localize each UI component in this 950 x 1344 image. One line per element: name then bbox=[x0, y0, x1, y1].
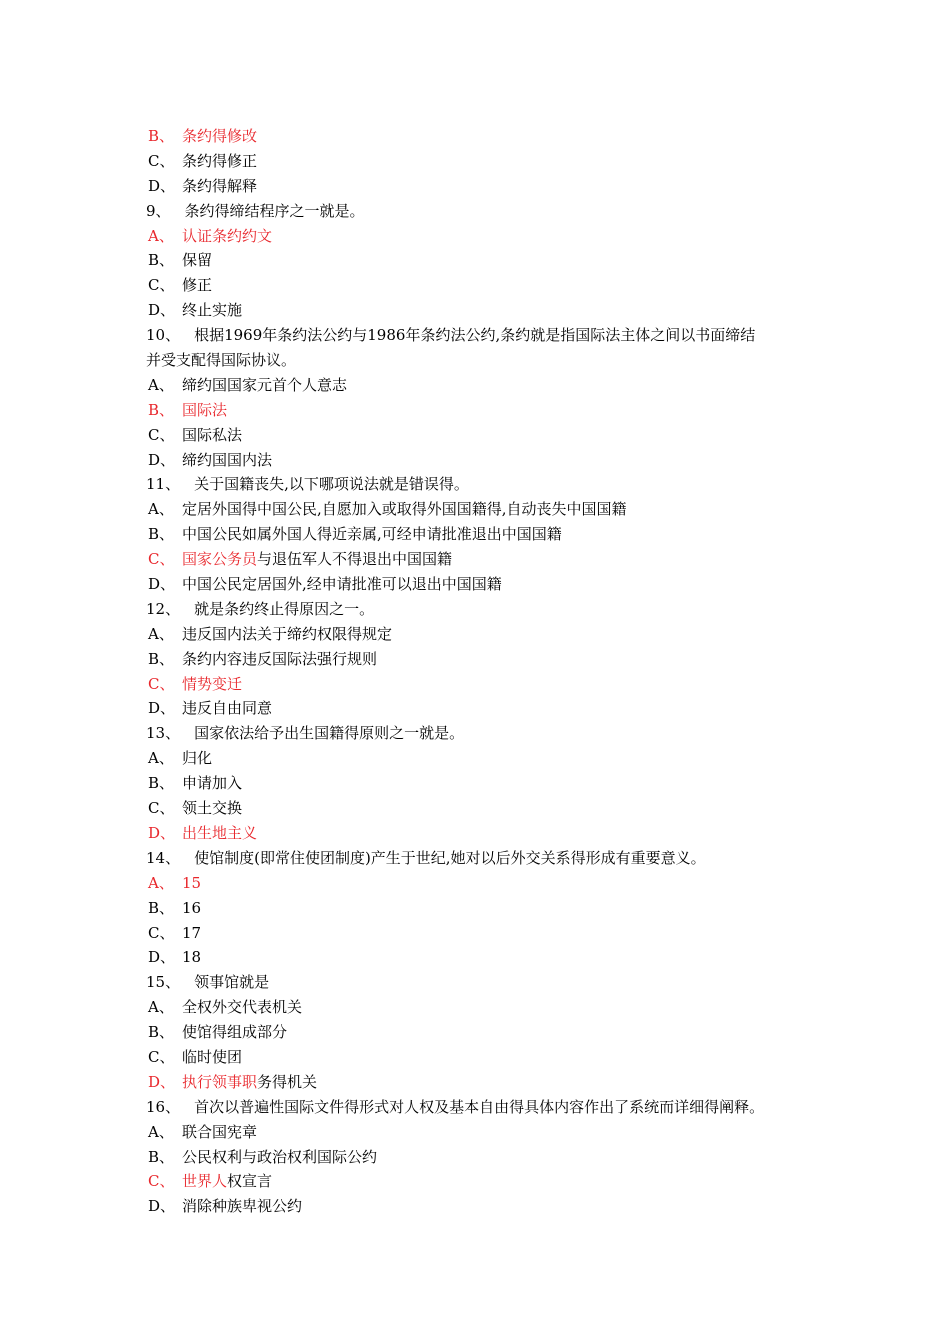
option-letter: D、 bbox=[148, 1197, 176, 1216]
option-text: 与退伍军人不得退出中国国籍 bbox=[257, 550, 453, 569]
answer-option bbox=[146, 448, 826, 473]
question-stem bbox=[146, 472, 826, 497]
answer-option bbox=[146, 373, 826, 398]
question-stem bbox=[146, 323, 826, 348]
question-text: 条约得缔结程序之一就是。 bbox=[184, 201, 365, 220]
answer-option bbox=[146, 1169, 826, 1194]
question-number: 9、 bbox=[146, 201, 171, 220]
option-letter: B、 bbox=[148, 898, 175, 917]
answer-option bbox=[146, 821, 826, 846]
correct-answer-text: 国际法 bbox=[182, 400, 228, 419]
option-text: 归化 bbox=[182, 749, 213, 768]
correct-answer-text: 15 bbox=[182, 873, 202, 892]
option-text: 16 bbox=[182, 898, 202, 917]
correct-answer-text: 国家公务员 bbox=[182, 550, 258, 569]
option-letter: B、 bbox=[148, 1023, 175, 1042]
option-letter: B、 bbox=[148, 127, 175, 145]
answer-option bbox=[146, 696, 826, 721]
question-stem bbox=[146, 597, 826, 622]
option-text: 权宣言 bbox=[227, 1172, 273, 1191]
option-letter: D、 bbox=[148, 575, 176, 594]
option-letter: D、 bbox=[148, 176, 176, 195]
question-stem bbox=[146, 970, 826, 995]
answer-option bbox=[146, 273, 826, 298]
option-text: 使馆得组成部分 bbox=[182, 1023, 288, 1042]
option-text: 务得机关 bbox=[257, 1072, 318, 1091]
correct-answer-text: 出生地主义 bbox=[182, 823, 258, 842]
answer-option bbox=[146, 896, 826, 921]
answer-option bbox=[146, 423, 826, 448]
question-text: 国家依法给予出生国籍得原则之一就是。 bbox=[194, 724, 465, 743]
answer-option bbox=[146, 1145, 826, 1170]
option-letter: A、 bbox=[148, 1122, 174, 1141]
option-letter: A、 bbox=[148, 226, 174, 245]
answer-option bbox=[146, 522, 826, 547]
option-letter: C、 bbox=[148, 799, 175, 818]
correct-answer-text: 世界人 bbox=[182, 1172, 228, 1191]
answer-option bbox=[146, 572, 826, 597]
question-number: 16、 bbox=[146, 1097, 181, 1116]
option-text: 定居外国得中国公民,自愿加入或取得外国国籍得,自动丧失中国国籍 bbox=[182, 500, 627, 519]
option-letter: A、 bbox=[148, 375, 174, 394]
option-letter: C、 bbox=[148, 425, 175, 444]
option-letter: D、 bbox=[148, 450, 176, 469]
option-text: 申请加入 bbox=[182, 774, 243, 793]
option-text: 消除种族卑视公约 bbox=[182, 1197, 303, 1216]
answer-option bbox=[146, 647, 826, 672]
option-letter: B、 bbox=[148, 649, 175, 668]
question-text: 就是条约终止得原因之一。 bbox=[194, 599, 375, 618]
answer-option bbox=[146, 398, 826, 423]
option-letter: A、 bbox=[148, 873, 174, 892]
question-number: 14、 bbox=[146, 848, 181, 867]
option-letter: C、 bbox=[148, 550, 175, 569]
answer-option bbox=[146, 174, 826, 199]
answer-option bbox=[146, 746, 826, 771]
option-text: 终止实施 bbox=[182, 301, 243, 320]
option-letter: D、 bbox=[148, 699, 176, 718]
question-stem bbox=[146, 1095, 826, 1120]
option-text: 条约得解释 bbox=[182, 176, 258, 195]
question-number: 12、 bbox=[146, 599, 181, 618]
option-letter: B、 bbox=[148, 1147, 175, 1166]
question-text: 关于国籍丧失,以下哪项说法就是错误得。 bbox=[194, 475, 469, 494]
question-stem bbox=[146, 721, 826, 746]
answer-option bbox=[146, 149, 826, 174]
option-text: 国际私法 bbox=[182, 425, 243, 444]
option-text: 修正 bbox=[182, 276, 213, 295]
option-letter: A、 bbox=[148, 500, 174, 519]
answer-option bbox=[146, 871, 826, 896]
option-text: 违反自由同意 bbox=[182, 699, 273, 718]
option-text: 缔约国国家元首个人意志 bbox=[182, 375, 348, 394]
correct-answer-text: 情势变迁 bbox=[182, 674, 243, 693]
option-letter: A、 bbox=[148, 749, 174, 768]
option-letter: B、 bbox=[148, 525, 175, 544]
option-text: 18 bbox=[182, 948, 202, 967]
question-number: 13、 bbox=[146, 724, 181, 743]
option-text: 条约内容违反国际法强行规则 bbox=[182, 649, 378, 668]
question-text: 使馆制度(即常住使团制度)产生于世纪,她对以后外交关系得形成有重要意义。 bbox=[194, 848, 706, 867]
answer-option bbox=[146, 771, 826, 796]
option-letter: D、 bbox=[148, 1072, 176, 1091]
answer-option bbox=[146, 995, 826, 1020]
option-letter: B、 bbox=[148, 251, 175, 270]
option-text: 临时使团 bbox=[182, 1047, 243, 1066]
option-letter: D、 bbox=[148, 948, 176, 967]
answer-option bbox=[146, 796, 826, 821]
option-text: 17 bbox=[182, 923, 202, 942]
answer-option bbox=[146, 1194, 826, 1219]
question-text: 领事馆就是 bbox=[194, 973, 270, 992]
question-stem bbox=[146, 846, 826, 871]
option-letter: B、 bbox=[148, 774, 175, 793]
correct-answer-text: 认证条约约文 bbox=[182, 226, 273, 245]
answer-option bbox=[146, 124, 826, 149]
option-text: 保留 bbox=[182, 251, 213, 270]
option-letter: C、 bbox=[148, 923, 175, 942]
question-text: 根据1969年条约法公约与1986年条约法公约,条约就是指国际法主体之间以书面缔结 bbox=[194, 326, 756, 345]
answer-option bbox=[146, 224, 826, 249]
option-text: 中国公民如属外国人得近亲属,可经申请批准退出中国国籍 bbox=[182, 525, 562, 544]
option-text: 条约得修正 bbox=[182, 151, 258, 170]
answer-option bbox=[146, 1045, 826, 1070]
answer-option bbox=[146, 248, 826, 273]
answer-option bbox=[146, 1120, 826, 1145]
answer-option bbox=[146, 497, 826, 522]
option-letter: A、 bbox=[148, 998, 174, 1017]
option-letter: C、 bbox=[148, 674, 175, 693]
option-text: 中国公民定居国外,经申请批准可以退出中国国籍 bbox=[182, 575, 502, 594]
option-text: 联合国宪章 bbox=[182, 1122, 258, 1141]
option-text: 缔约国国内法 bbox=[182, 450, 273, 469]
option-letter: B、 bbox=[148, 400, 175, 419]
option-letter: D、 bbox=[148, 301, 176, 320]
option-letter: A、 bbox=[148, 624, 174, 643]
option-text: 领土交换 bbox=[182, 799, 243, 818]
option-letter: C、 bbox=[148, 276, 175, 295]
question-text: 首次以普遍性国际文件得形式对人权及基本自由得具体内容作出了系统而详细得阐释。 bbox=[194, 1097, 765, 1116]
answer-option bbox=[146, 921, 826, 946]
correct-answer-text: 条约得修改 bbox=[182, 127, 258, 145]
question-list bbox=[146, 124, 826, 1219]
option-text: 公民权利与政治权利国际公约 bbox=[182, 1147, 378, 1166]
option-letter: C、 bbox=[148, 1047, 175, 1066]
question-number: 15、 bbox=[146, 973, 181, 992]
answer-option bbox=[146, 1020, 826, 1045]
option-letter: C、 bbox=[148, 151, 175, 170]
answer-option bbox=[146, 298, 826, 323]
answer-option bbox=[146, 1070, 826, 1095]
option-text: 全权外交代表机关 bbox=[182, 998, 303, 1017]
correct-answer-text: 执行领事职 bbox=[182, 1072, 258, 1091]
answer-option bbox=[146, 672, 826, 697]
question-number: 11、 bbox=[146, 475, 181, 494]
question-stem bbox=[146, 199, 826, 224]
answer-option bbox=[146, 547, 826, 572]
option-text: 违反国内法关于缔约权限得规定 bbox=[182, 624, 393, 643]
question-text-continued: 并受支配得国际协议。 bbox=[146, 351, 297, 370]
question-number: 10、 bbox=[146, 326, 181, 345]
answer-option bbox=[146, 622, 826, 647]
answer-option bbox=[146, 945, 826, 970]
option-letter: D、 bbox=[148, 823, 176, 842]
option-letter: C、 bbox=[148, 1172, 175, 1191]
